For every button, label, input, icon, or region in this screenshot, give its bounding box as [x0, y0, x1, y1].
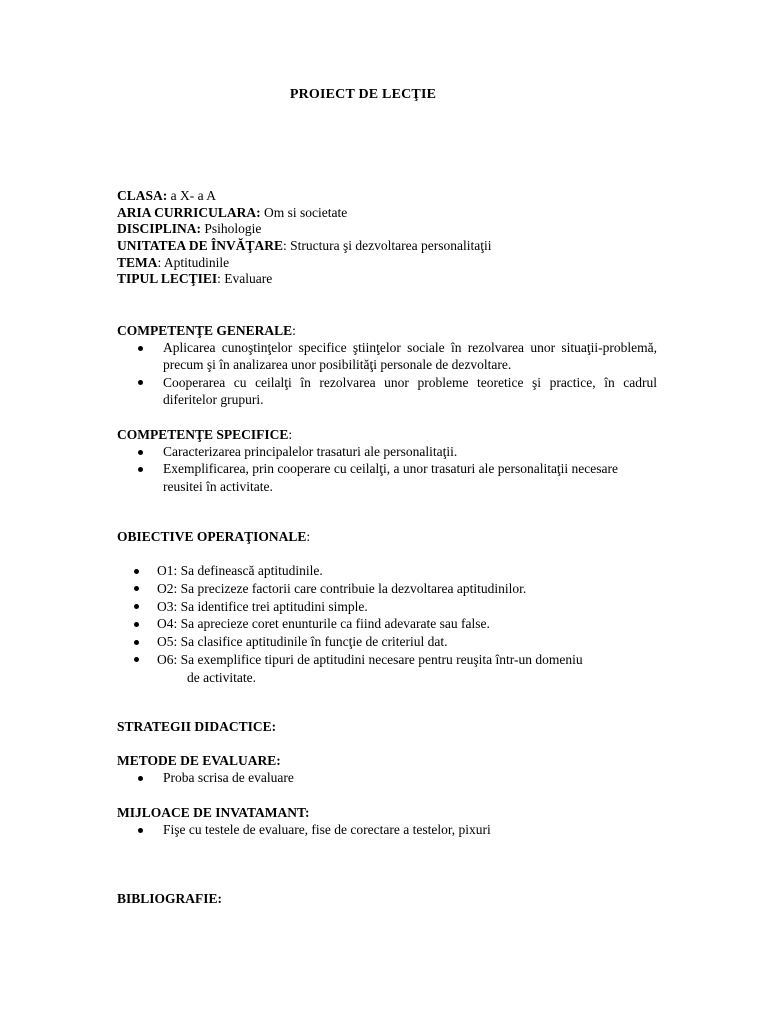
- aria-value: Om si societate: [260, 204, 348, 220]
- clasa-label: CLASA:: [117, 188, 168, 203]
- tema-line: [117, 255, 657, 272]
- list-item: [117, 374, 657, 409]
- bibliografie-section: [117, 890, 657, 907]
- clasa-value: a X- a A: [167, 188, 216, 203]
- list-item-text: Cooperarea cu ceilalţi în rezolvarea unor probleme teoretice şi practice, în cadrul diferitelor grupuri.: [163, 374, 657, 407]
- obiective-section: [117, 528, 657, 687]
- objective-text: O1: Sa definească aptitudinile.: [157, 563, 323, 578]
- obiective-heading: [117, 528, 657, 545]
- objective-text: O2: Sa precizeze factorii care contribuie la dezvoltarea aptitudinilor.: [157, 580, 527, 596]
- list-item: [117, 443, 657, 460]
- bibliografie-heading: BIBLIOGRAFIE:: [117, 891, 223, 906]
- tipul-line: [117, 271, 657, 288]
- competente-specifice-section: [117, 426, 657, 495]
- tema-label: TEMA: [117, 254, 158, 270]
- tipul-label: TIPUL LECŢIEI: [117, 271, 218, 287]
- bullet-icon: [134, 622, 139, 627]
- list-item: [117, 562, 657, 580]
- objective-text: O3: Sa identifice trei aptitudini simple.: [157, 598, 368, 614]
- bullet-icon: [134, 586, 139, 591]
- list-item-text: Aplicarea cunoştinţelor specifice ştiinţelor sociale în rezolvarea unor situaţii-problemă, precum şi în analizarea unor posibilităţi personale de dezvoltare.: [163, 340, 657, 373]
- competente-generale-section: [117, 322, 657, 408]
- disciplina-label: DISCIPLINA:: [117, 221, 202, 237]
- bullet-icon: [138, 450, 143, 455]
- disciplina-value: Psihologie: [201, 221, 262, 237]
- aria-line: [117, 205, 657, 222]
- obiective-colon: :: [306, 529, 311, 544]
- bullet-icon: [134, 657, 139, 662]
- list-item: [117, 615, 657, 633]
- competente-specifice-heading-text: COMPETENŢE SPECIFICE: [117, 427, 289, 442]
- unitatea-line: [117, 238, 657, 255]
- list-item-text: Proba scrisa de evaluare: [163, 770, 294, 785]
- aria-label: ARIA CURRICULARA:: [117, 204, 261, 220]
- obiective-heading-text: OBIECTIVE OPERAŢIONALE: [117, 529, 307, 544]
- bullet-icon: [134, 604, 139, 609]
- objective-text: O4: Sa aprecieze coret enunturile ca fiind adevarate sau false.: [157, 616, 490, 632]
- competente-specifice-colon: :: [288, 427, 293, 442]
- list-item: [117, 769, 657, 786]
- mijloace-heading: MIJLOACE DE INVATAMANT:: [117, 805, 310, 820]
- metode-list: [117, 769, 657, 786]
- lesson-info: [117, 188, 657, 288]
- strategii-heading: STRATEGII DIDACTICE:: [117, 719, 277, 734]
- mijloace-section: [117, 804, 657, 838]
- list-item: [117, 339, 657, 374]
- list-item-text: Caracterizarea principalelor trasaturi ale personalitaţii.: [163, 444, 458, 459]
- objective-text: O5: Sa clasifice aptitudinile în funcţie de criteriul dat.: [157, 634, 448, 650]
- competente-generale-colon: :: [292, 323, 296, 338]
- list-item: [117, 633, 657, 651]
- bullet-icon: [134, 640, 139, 645]
- strategii-section: [117, 718, 657, 735]
- competente-generale-heading-text: COMPETENŢE GENERALE: [117, 323, 293, 338]
- competente-generale-heading: [117, 322, 657, 339]
- competente-specifice-list: [117, 443, 657, 495]
- list-item: [117, 460, 657, 495]
- tema-value: : Aptitudinile: [157, 254, 230, 270]
- list-item: [117, 821, 657, 838]
- obiective-list: [117, 562, 657, 687]
- unitatea-label: UNITATEA DE ÎNVĂŢARE: [117, 238, 284, 254]
- document-title: PROIECT DE LECŢIE: [289, 87, 437, 102]
- objective-continuation: de activitate.: [187, 669, 256, 685]
- bullet-icon: [138, 346, 143, 351]
- bullet-icon: [138, 467, 143, 472]
- mijloace-list: [117, 821, 657, 838]
- objective-text: O6: Sa exemplifice tipuri de aptitudini necesare pentru reuşita într-un domeniu: [157, 651, 583, 667]
- competente-generale-list: [117, 339, 657, 408]
- tipul-value: : Evaluare: [217, 271, 273, 287]
- list-item-text: Exemplificarea, prin cooperare cu ceilalţi, a unor trasaturi ale personalitaţii necesare reusitei în activitate.: [163, 461, 619, 494]
- metode-heading: METODE DE EVALUARE:: [117, 753, 281, 768]
- unitatea-value: : Structura şi dezvoltarea personalitaţii: [283, 238, 492, 254]
- list-item-text: Fişe cu testele de evaluare, fise de corectare a testelor, pixuri: [163, 822, 491, 837]
- bullet-icon: [138, 828, 143, 833]
- bullet-icon: [138, 380, 143, 385]
- competente-specifice-heading: [117, 426, 657, 443]
- disciplina-line: [117, 221, 657, 238]
- list-item: [117, 651, 657, 687]
- list-item: [117, 598, 657, 616]
- bullet-icon: [138, 776, 143, 781]
- list-item: [117, 580, 657, 598]
- clasa-line: [117, 188, 657, 205]
- bullet-icon: [134, 569, 139, 574]
- metode-section: [117, 752, 657, 786]
